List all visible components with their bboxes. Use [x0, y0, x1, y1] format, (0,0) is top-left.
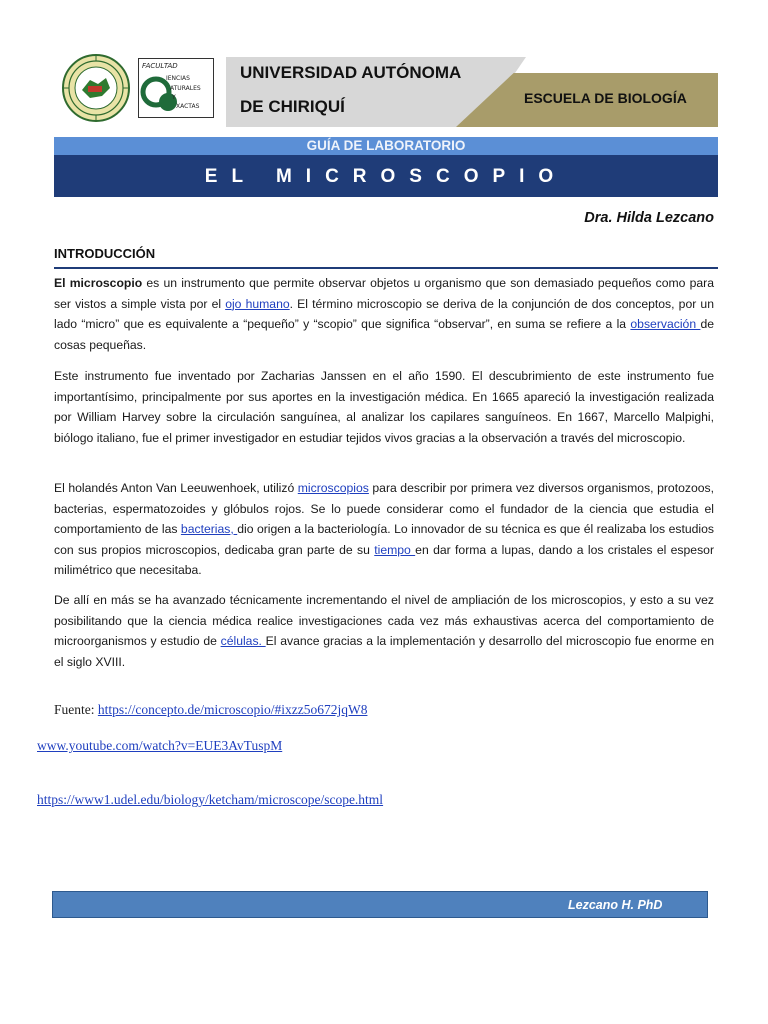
guide-label: GUÍA DE LABORATORIO — [306, 138, 466, 153]
source-line — [54, 702, 367, 718]
university-name-line2: DE CHIRIQUÍ — [240, 97, 345, 116]
footer-author: Lezcano H. PhD — [568, 898, 663, 912]
link-microscopios[interactable]: microscopios — [297, 481, 369, 495]
university-seal-logo — [62, 54, 130, 122]
document-title: EL MICROSCOPIO — [204, 166, 568, 187]
university-name-line1: UNIVERSIDAD AUTÓNOMA — [240, 63, 462, 82]
link-tiempo[interactable]: tiempo — [374, 542, 416, 557]
paragraph-1 — [54, 273, 714, 355]
paragraph-4-text-a: De allí en más se ha avanzado técnicamente incrementando el nivel de ampliación de los microscopios, y esto a su vez posibilitando que la ciencia médica realice investigaciones cada vez más exhaustivas acerca del comportamiento de microorganismos y estudio de — [54, 593, 714, 648]
source-link-concepto[interactable]: https://concepto.de/microscopio/#ixzz5o672jqW8 — [97, 702, 368, 717]
author-name: Dra. Hilda Lezcano — [584, 210, 714, 226]
paragraph-1-text-b: . El término microscopio se deriva de la conjunción de dos conceptos, por un lado “micro” que es equivalente a “pequeño” y “scopio” que significa “observar”, en suma se refiere a la — [54, 296, 714, 331]
section-heading: INTRODUCCIÓN — [54, 246, 156, 261]
link-celulas[interactable]: células. — [220, 634, 266, 648]
svg-text:ATURALES: ATURALES — [170, 85, 201, 92]
paragraph-3 — [54, 478, 714, 581]
link-ojo-humano[interactable]: ojo humano — [225, 296, 290, 311]
svg-text:XACTAS: XACTAS — [176, 103, 200, 110]
svg-text:IENCIAS: IENCIAS — [166, 75, 190, 82]
source-link-udel[interactable]: https://www1.udel.edu/biology/ketcham/microscope/scope.html — [37, 792, 384, 807]
paragraph-4 — [54, 590, 714, 672]
paragraph-3-text-d: en dar forma a lupas, dando a los cristales el espesor milimétrico que necesitaba. — [54, 542, 715, 577]
link-observacion[interactable]: observación — [630, 317, 701, 331]
paragraph-1-bold: El microscopio — [54, 276, 143, 290]
paragraph-4-text-b: El avance gracias a la implementación y desarrollo del microscopio fue enorme en el siglo XVIII. — [54, 634, 714, 669]
paragraph-1-text-c: de cosas pequeñas. — [54, 317, 714, 352]
paragraph-3-text-c: dio origen a la bacteriología. Lo innovador de su técnica es que él realizaba los estudios con sus propios microscopios, dedicaba gran parte de su — [54, 522, 715, 557]
source-label: Fuente: — [54, 702, 98, 717]
source-link-youtube[interactable]: www.youtube.com/watch?v=EUE3AvTuspM — [37, 738, 283, 753]
paragraph-1-text-a: es un instrumento que permite observar objetos u organismo que son demasiado pequeños como para ser vistos a simple vista por el — [54, 276, 714, 311]
faculty-logo — [138, 58, 214, 118]
section-divider — [54, 267, 718, 269]
paragraph-2: Este instrumento fue inventado por Zacharias Janssen en el año 1590. El descubrimiento de este instrumento fue importantísimo, principalmente por sus aportes en la investigación médica. En 1665 apareció la investigación realizada por William Harvey sobre la circulación sanguínea, al analizar los capilares sanguíneos. En 1667, Marcello Malpighi, biólogo italiano, fue el primer investigador en estudiar tejidos vivos gracias a la observación a través del microscopio. — [54, 369, 714, 445]
svg-text:Y: Y — [172, 94, 176, 101]
link-bacterias[interactable]: bacterias, — [180, 522, 238, 536]
paragraph-3-text-b: para describir por primera vez diversos organismos, protozoos, bacterias, espermatozoides y glóbulos rojos. Se lo puede considerar como el fundador de la ciencia que estudia el comportamiento de las — [54, 481, 714, 536]
school-name: ESCUELA DE BIOLOGÍA — [524, 90, 687, 106]
svg-text:FACULTAD: FACULTAD — [142, 62, 178, 70]
paragraph-3-text-a: El holandés Anton Van Leeuwenhoek, utilizó — [54, 481, 298, 495]
